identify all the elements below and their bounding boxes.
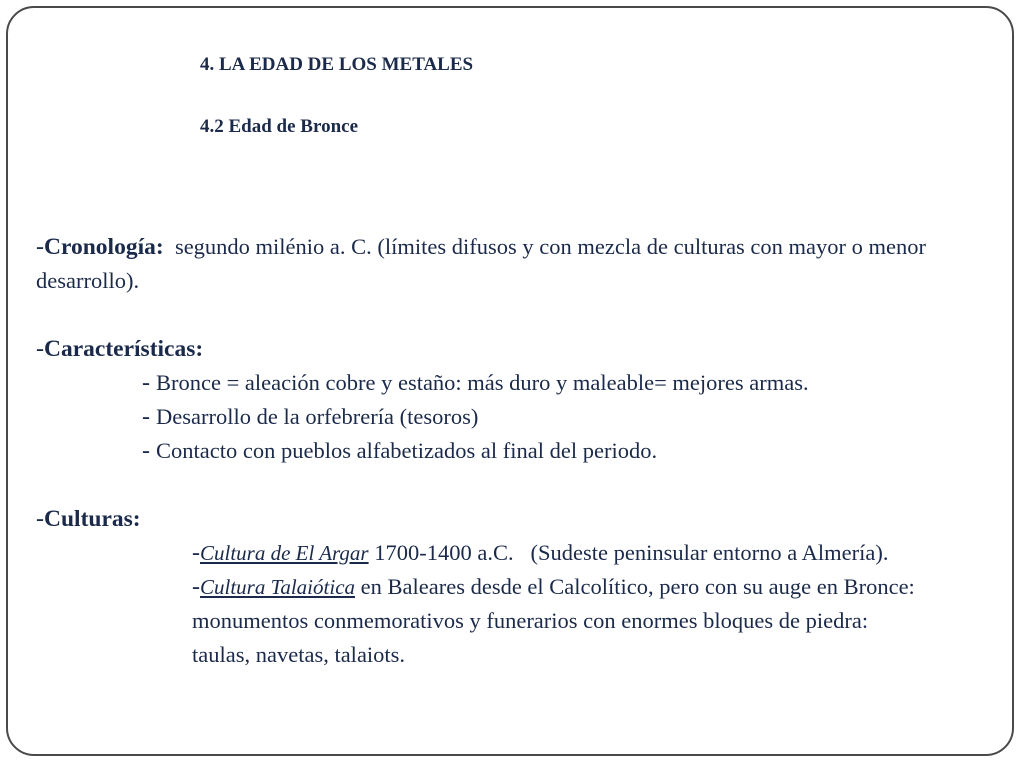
talaiotica-continuation: [36, 604, 996, 638]
subsection-title: 4.2 Edad de Bronce: [200, 116, 359, 137]
culturas-heading: -Culturas:: [36, 506, 141, 532]
talaiotica-name: Cultura Talaiótica: [200, 575, 356, 599]
argar-text: 1700-1400 a.C. (Sudeste peninsular entorno a Almería).: [374, 540, 889, 565]
cronologia-label: Cronología:: [44, 234, 164, 260]
caracteristicas-item: - Bronce = aleación cobre y estaño: más duro y maleable= mejores armas.: [142, 370, 809, 396]
argar-name: Cultura de El Argar: [200, 541, 369, 565]
culturas-label: Culturas:: [44, 506, 141, 532]
talaiotica-continuation: [36, 638, 996, 672]
section-title: 4. LA EDAD DE LOS METALES: [200, 54, 474, 75]
slide-body: [36, 230, 996, 672]
talaiotica-text-2: monumentos conmemorativos y funerarios con enormes bloques de piedra:: [192, 608, 869, 633]
talaiotica-text-3: taulas, navetas, talaiots.: [192, 642, 406, 667]
culturas-item-talaiotica: -Cultura Talaiótica en Baleares desde el Calcolítico, pero con su auge en Bronce:: [192, 574, 915, 600]
culturas-item-argar: -Cultura de El Argar 1700-1400 a.C. (Sudeste peninsular entorno a Almería).: [192, 540, 889, 566]
caracteristicas-item: - Desarrollo de la orfebrería (tesoros): [142, 404, 479, 430]
caracteristicas-heading: -Características:: [36, 336, 204, 362]
talaiotica-text-1: en Baleares desde el Calcolítico, pero con su auge en Bronce:: [360, 574, 915, 599]
slide-frame: [6, 6, 1014, 756]
cronologia-text: segundo milénio a. C. (límites difusos y con mezcla de culturas con mayor o menor desarrollo).: [36, 234, 927, 293]
cronologia-paragraph: -Cronología: segundo milénio a. C. (límites difusos y con mezcla de culturas con mayor o menor desarrollo).: [36, 234, 927, 293]
caracteristicas-item: - Contacto con pueblos alfabetizados al final del periodo.: [142, 438, 658, 464]
caracteristicas-label: Características:: [44, 336, 204, 362]
